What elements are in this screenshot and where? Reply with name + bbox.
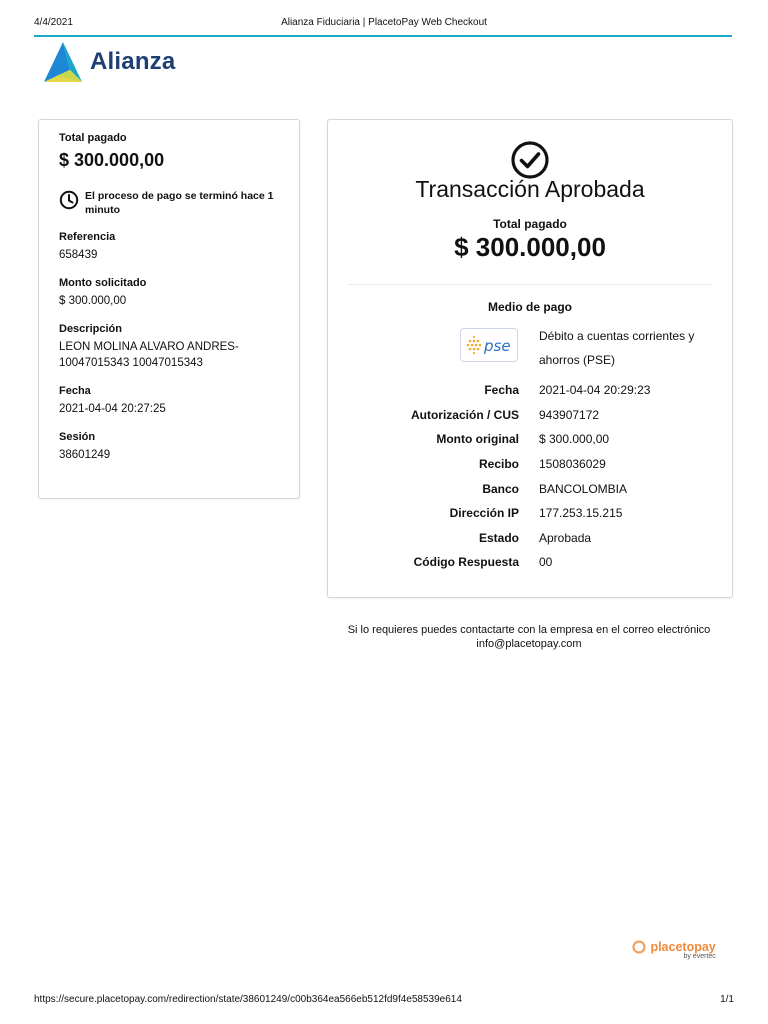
detail-value: 177.253.15.215: [539, 506, 623, 521]
detail-value: 1508036029: [539, 457, 606, 472]
field-label: Sesión: [59, 431, 96, 443]
print-page-number: 1/1: [720, 994, 734, 1005]
detail-value: 00: [539, 555, 553, 570]
pse-logo: [460, 328, 518, 362]
detail-row: [328, 403, 732, 428]
detail-value: 943907172: [539, 407, 600, 422]
field-reference: [59, 231, 285, 263]
print-url: https://secure.placetopay.com/redirection/state/38601249/c00b364ea566eb512fd9f4e58539e614: [34, 994, 462, 1005]
detail-label: Código Respuesta: [413, 555, 519, 570]
detail-value: $ 300.000,00: [539, 432, 610, 447]
divider: [348, 284, 712, 285]
transaction-total-amount: $ 300.000,00: [454, 232, 606, 262]
print-date: 4/4/2021: [34, 17, 73, 28]
transaction-details: [328, 378, 732, 575]
detail-row: [328, 427, 732, 452]
field-description: [59, 323, 285, 371]
field-label: Descripción: [59, 323, 122, 335]
print-page-title: Alianza Fiduciaria | PlacetoPay Web Checkout: [281, 17, 487, 28]
detail-value: 2021-04-04 20:29:23: [539, 383, 651, 398]
detail-row: [328, 452, 732, 477]
field-requested-amount: [59, 277, 285, 309]
detail-label: Banco: [482, 481, 519, 496]
transaction-card: [327, 119, 733, 598]
detail-label: Estado: [478, 530, 519, 545]
field-value: 658439: [59, 249, 98, 261]
field-date: [59, 385, 285, 417]
field-value: 38601249: [59, 449, 111, 461]
placetopay-logo-text: placetopay: [650, 939, 716, 954]
detail-label: Autorización / CUS: [410, 407, 519, 422]
process-status: [59, 189, 285, 217]
detail-row: [328, 378, 732, 403]
field-label: Referencia: [59, 231, 116, 243]
alianza-logo-icon: [42, 42, 84, 82]
transaction-status-title: Transacción Aprobada: [415, 176, 645, 202]
field-value: 2021-04-04 20:27:25: [59, 403, 166, 415]
header-divider: [34, 35, 732, 37]
contact-text: Si lo requieres puedes contactarte con la empresa en el correo electrónico: [347, 624, 711, 636]
detail-value: Aprobada: [539, 530, 592, 545]
field-label: Fecha: [59, 385, 91, 397]
process-status-text: El proceso de pago se terminó hace 1 minuto: [85, 190, 274, 216]
detail-label: Monto original: [436, 432, 519, 447]
alianza-logo-text: Alianza: [90, 48, 176, 75]
clock-icon: [59, 190, 79, 210]
field-value: $ 300.000,00: [59, 295, 127, 307]
field-session: [59, 431, 285, 463]
payment-summary-card: [38, 119, 300, 499]
field-label: Monto solicitado: [59, 277, 147, 289]
pse-logo-icon: [461, 329, 517, 361]
detail-label: Recibo: [478, 457, 519, 472]
detail-row: [328, 550, 732, 575]
contact-info: [327, 623, 731, 651]
transaction-total-label: Total pagado: [493, 217, 567, 231]
payment-method-name: Débito a cuentas corrientes y ahorros (PSE): [539, 329, 695, 367]
pse-logo-text: pse: [484, 337, 511, 355]
detail-row: [328, 526, 732, 551]
detail-label: Fecha: [484, 383, 519, 398]
field-value: LEON MOLINA ALVARO ANDRES-10047015343 10047015343: [59, 341, 239, 369]
evertec-byline: by evertec: [683, 953, 716, 960]
placetopay-logo: [632, 938, 716, 960]
check-circle-icon: [510, 140, 550, 180]
total-paid-amount: $ 300.000,00: [59, 150, 165, 170]
total-paid-label: Total pagado: [59, 132, 127, 144]
detail-value: BANCOLOMBIA: [539, 481, 628, 496]
placetopay-logo-icon: [632, 940, 646, 954]
detail-row: [328, 501, 732, 526]
contact-email-link[interactable]: info@placetopay.com: [476, 638, 582, 650]
payment-method-label: Medio de pago: [488, 300, 572, 314]
detail-row: [328, 476, 732, 501]
alianza-logo[interactable]: [42, 42, 175, 82]
detail-label: Dirección IP: [449, 506, 519, 521]
